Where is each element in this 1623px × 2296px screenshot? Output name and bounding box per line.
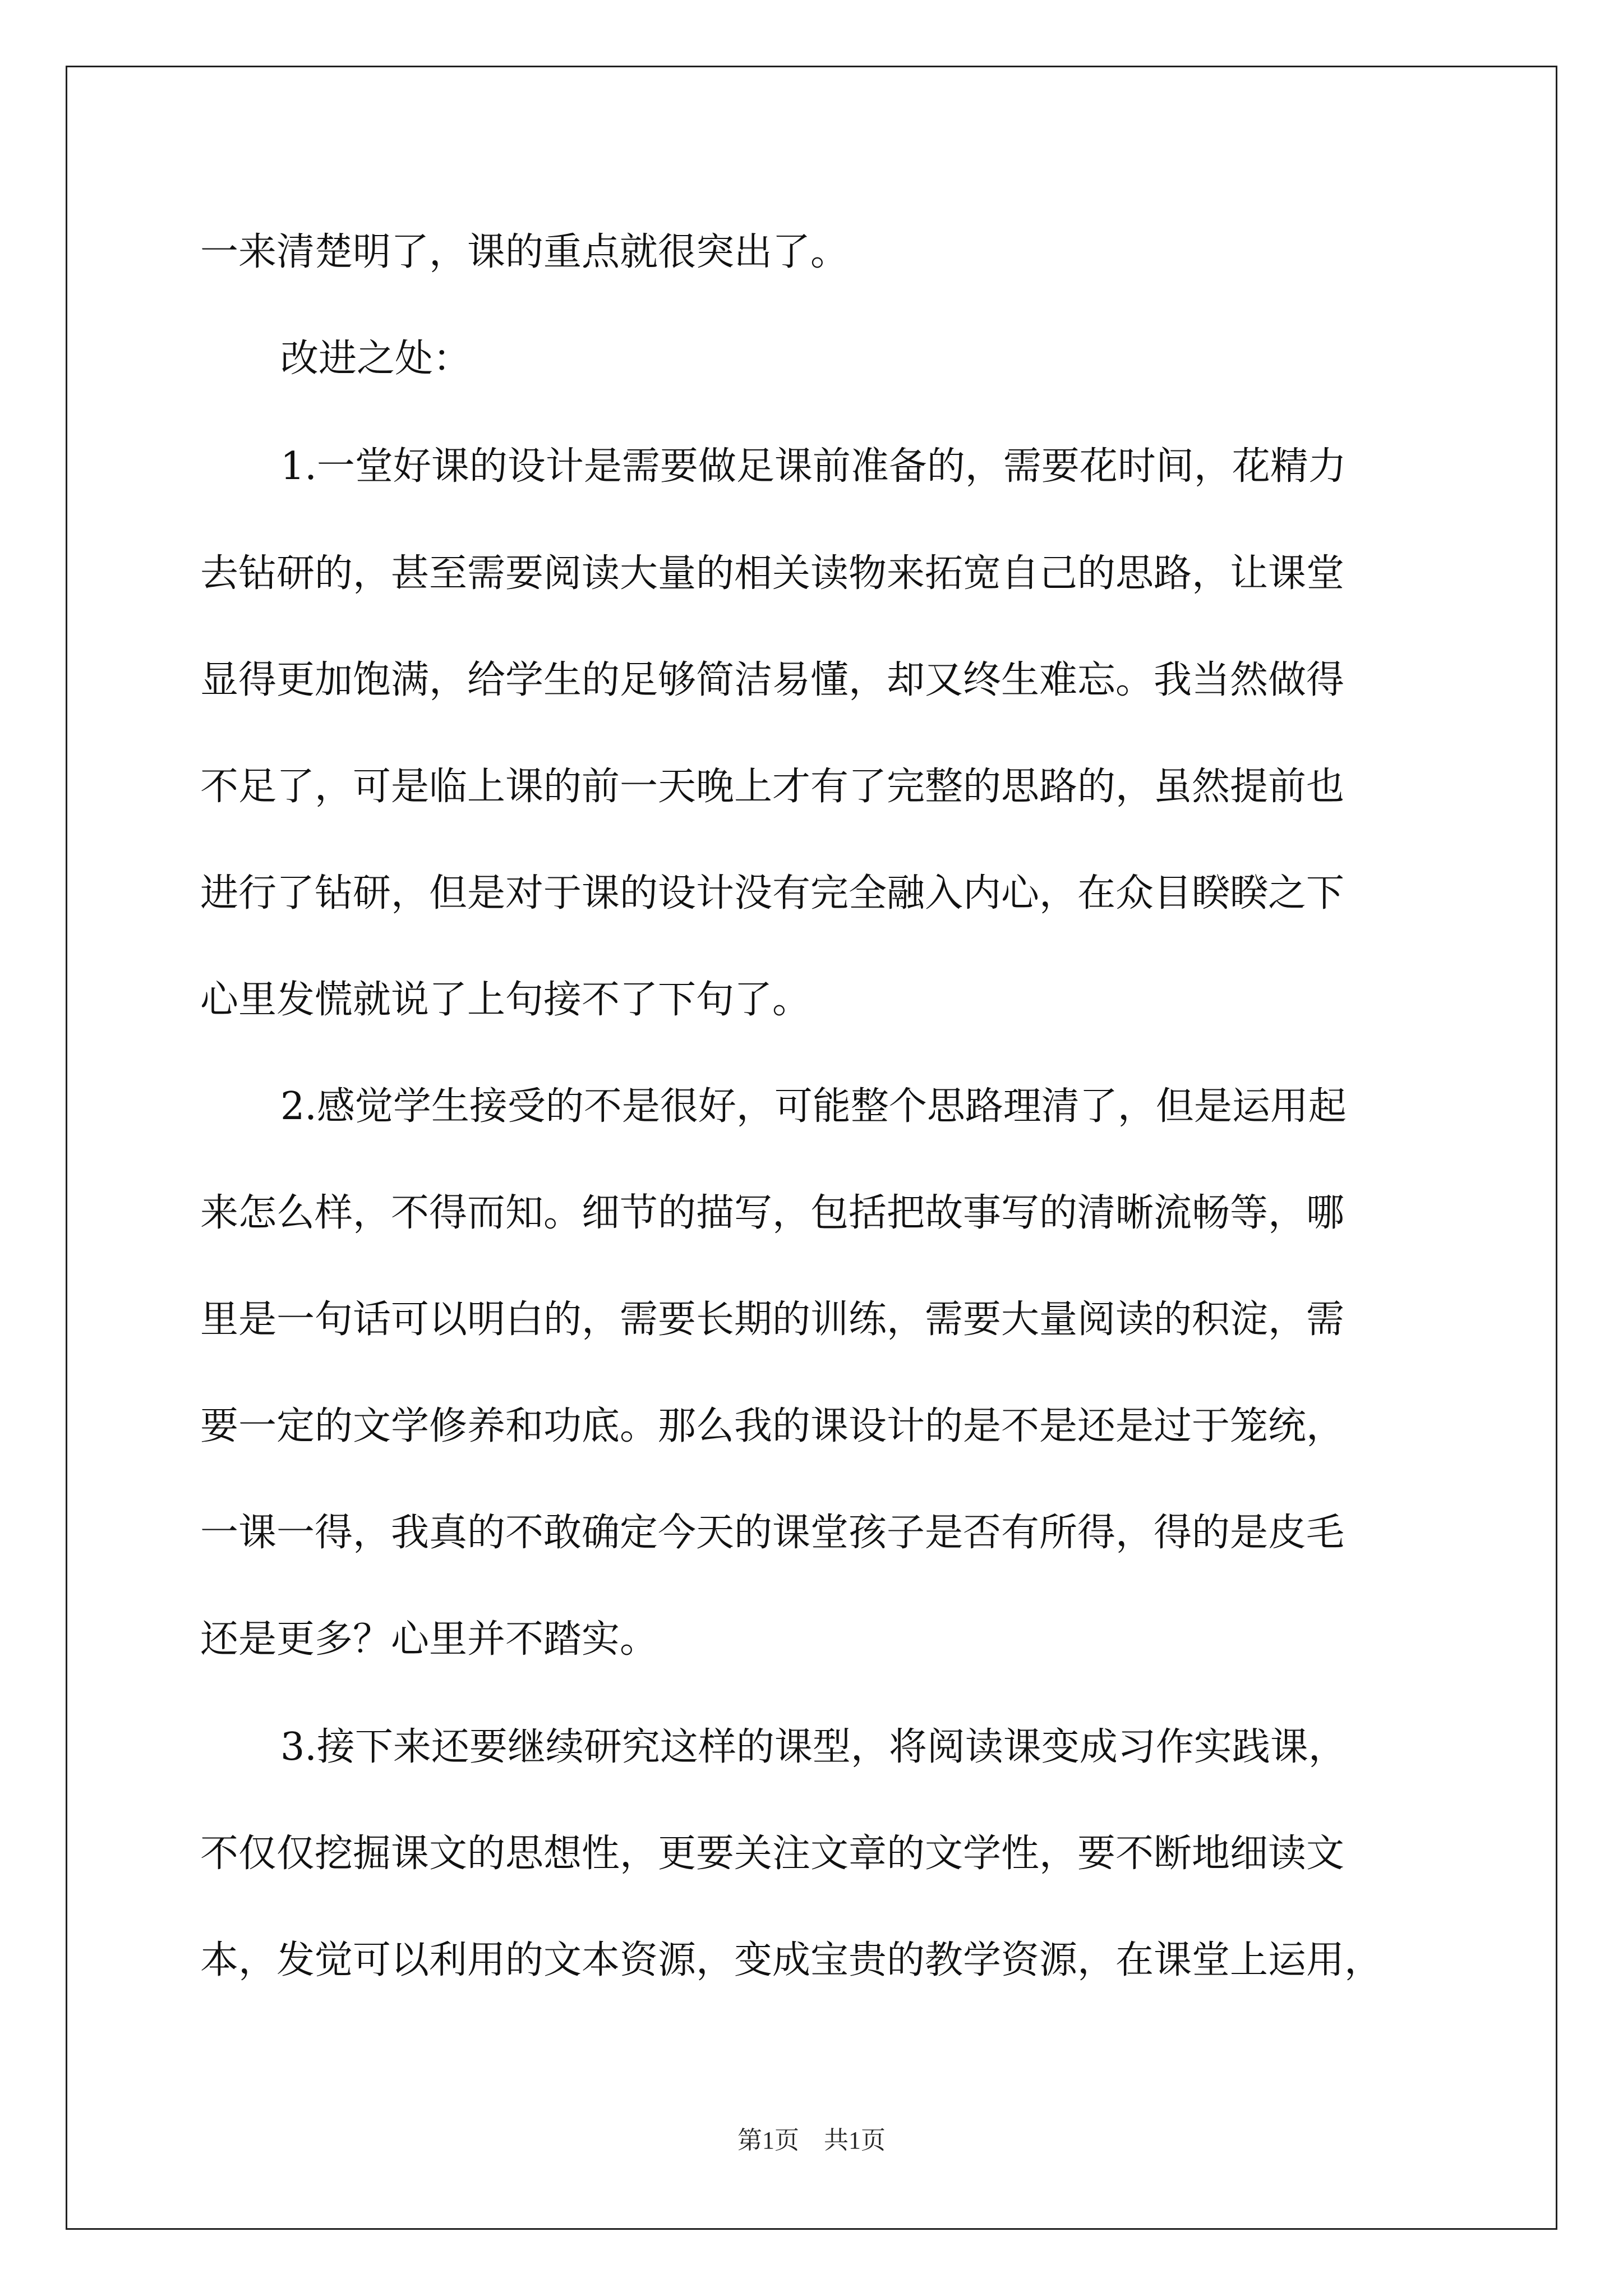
page-footer <box>0 2125 1623 2156</box>
text-line: 心里发慌就说了上句接不了下句了。 <box>200 978 811 1022</box>
text-line: 3.接下来还要继续研究这样的课型，将阅读课变成习作实践课， <box>280 1725 1347 1769</box>
text-line: 1.一堂好课的设计是需要做足课前准备的，需要花时间，花精力 <box>280 444 1347 489</box>
text-line: 里是一句话可以明白的，需要长期的训练，需要大量阅读的积淀，需 <box>200 1297 1345 1342</box>
text-line: 改进之处： <box>280 337 472 381</box>
text-line: 一来清楚明了，课的重点就很突出了。 <box>200 230 849 274</box>
page-border <box>66 66 1557 2230</box>
text-line: 显得更加饱满，给学生的足够简洁易懂，却又终生难忘。我当然做得 <box>200 658 1345 702</box>
text-line: 进行了钻研，但是对于课的设计没有完全融入内心，在众目睽睽之下 <box>200 871 1345 915</box>
text-line: 2.感觉学生接受的不是很好，可能整个思路理清了，但是运用起 <box>280 1084 1347 1129</box>
text-line: 要一定的文学修养和功底。那么我的课设计的是不是还是过于笼统， <box>200 1404 1345 1448</box>
text-line: 来怎么样，不得而知。细节的描写，包括把故事写的清晰流畅等，哪 <box>200 1191 1345 1235</box>
text-line: 去钻研的，甚至需要阅读大量的相关读物来拓宽自己的思路，让课堂 <box>200 551 1345 596</box>
page-number: 第1页 共1页 <box>737 2127 886 2154</box>
text-line: 一课一得，我真的不敢确定今天的课堂孩子是否有所得，得的是皮毛 <box>200 1511 1345 1555</box>
text-line: 不足了，可是临上课的前一天晚上才有了完整的思路的，虽然提前也 <box>200 765 1345 809</box>
text-line: 本，发觉可以利用的文本资源，变成宝贵的教学资源，在课堂上运用， <box>200 1938 1383 1982</box>
text-line: 还是更多？心里并不踏实。 <box>200 1617 658 1662</box>
text-line: 不仅仅挖掘课文的思想性，更要关注文章的文学性，要不断地细读文 <box>200 1832 1345 1876</box>
